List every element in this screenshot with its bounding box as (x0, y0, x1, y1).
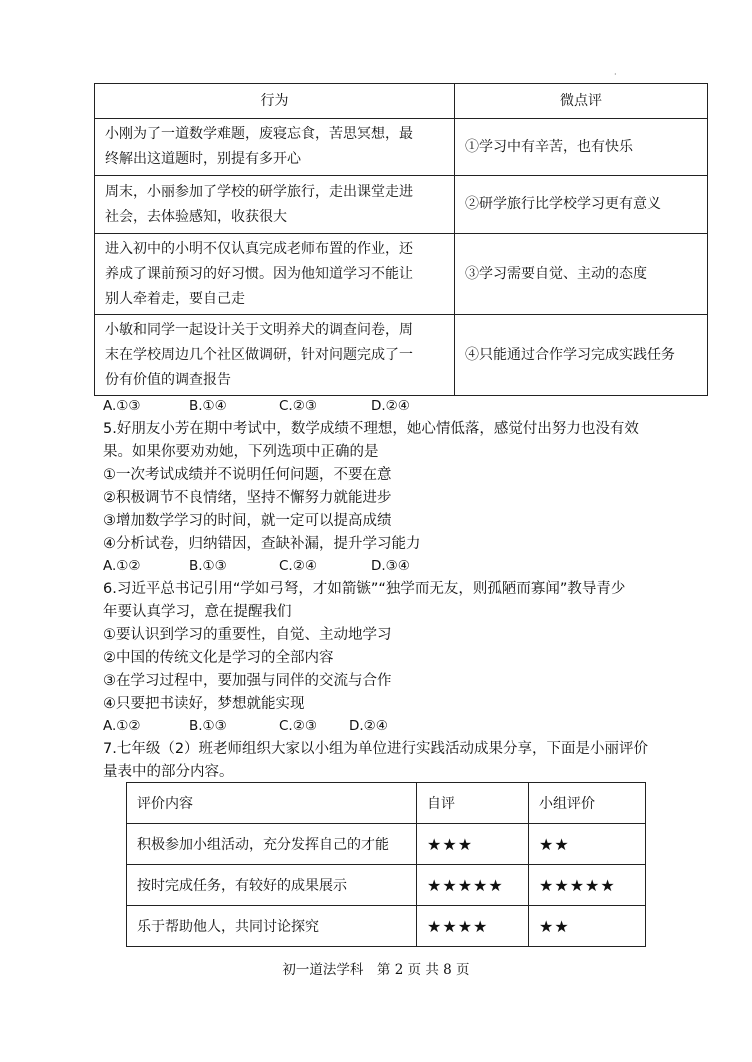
option-b: B.①③ (189, 558, 227, 574)
header-behavior: 行为 (95, 84, 455, 119)
comment-cell: ①学习中有辛苦，也有快乐 (455, 119, 708, 176)
header-group: 小组评价 (529, 783, 646, 824)
q5-stem-line-1: 5.好朋友小芳在期中考试中，数学成绩不理想，她心情低落，感觉付出努力也没有效 (103, 421, 639, 437)
q6-stem-line-1: 6.习近平总书记引用“学如弓弩，才如箭镞”“独学而无友，则孤陋而寡闻”教导青少 (103, 581, 626, 597)
table-row (95, 119, 708, 176)
comment-cell: ③学习需要自觉、主动的态度 (455, 234, 708, 315)
q6-item-2: ②中国的传统文化是学习的全部内容 (103, 650, 334, 666)
group-rating: ★★ (529, 824, 646, 865)
q6-options (103, 716, 388, 736)
q5-item-1: ①一次考试成绩并不说明任何问题，不要在意 (103, 467, 392, 483)
table-row (127, 824, 646, 865)
behavior-cell: 周末，小丽参加了学校的研学旅行，走出课堂走进 社会，去体验感知，收获很大 (95, 176, 455, 234)
option-c: C.②④ (279, 558, 317, 574)
option-c: C.②③ (279, 398, 317, 414)
option-a: A.①② (103, 718, 141, 734)
option-b: B.①④ (189, 398, 227, 414)
header-content: 评价内容 (127, 783, 417, 824)
criterion-cell: 按时完成任务，有较好的成果展示 (127, 865, 417, 906)
behavior-comment-table (94, 83, 708, 396)
q7-stem-line-1: 7.七年级（2）班老师组织大家以小组为单位进行实践活动成果分享，下面是小丽评价 (103, 741, 649, 757)
header-comment: 微点评 (455, 84, 708, 119)
behavior-cell: 小刚为了一道数学难题，废寝忘食，苦思冥想，最 终解出这道题时，别提有多开心 (95, 119, 455, 176)
option-c: C.②③ (279, 718, 317, 734)
table-header-row (95, 84, 708, 119)
q6-item-4: ④只要把书读好，梦想就能实现 (103, 696, 305, 712)
q5-item-3: ③增加数学学习的时间，就一定可以提高成绩 (103, 513, 392, 529)
self-rating: ★★★★★ (417, 865, 529, 906)
group-rating: ★★★★★ (529, 865, 646, 906)
option-d: D.②④ (349, 718, 388, 734)
behavior-cell: 小敏和同学一起设计关于文明养犬的调查问卷，周 末在学校周边几个社区做调研，针对问题完成了一 份有价值的调查报告 (95, 315, 455, 396)
q6-stem-line-2: 年要认真学习，意在提醒我们 (103, 604, 292, 620)
q5-stem-line-2: 果。如果你要劝劝她，下列选项中正确的是 (103, 444, 379, 460)
self-rating: ★★★★ (417, 906, 529, 947)
q5-item-4: ④分析试卷，归纳错因，查缺补漏，提升学习能力 (103, 536, 421, 552)
option-d: D.②④ (371, 398, 410, 414)
q6-item-1: ①要认识到学习的重要性，自觉、主动地学习 (103, 627, 392, 643)
table-row (95, 176, 708, 234)
table-row (95, 315, 708, 396)
group-rating: ★★ (529, 906, 646, 947)
table-row (127, 906, 646, 947)
criterion-cell: 积极参加小组活动，充分发挥自己的才能 (127, 824, 417, 865)
table-header-row (127, 783, 646, 824)
option-a: A.①③ (103, 398, 141, 414)
comment-cell: ②研学旅行比学校学习更有意义 (455, 176, 708, 234)
option-a: A.①② (103, 558, 141, 574)
self-rating: ★★★ (417, 824, 529, 865)
comment-cell: ④只能通过合作学习完成实践任务 (455, 315, 708, 396)
table-row (95, 234, 708, 315)
q6-item-3: ③在学习过程中，要加强与同伴的交流与合作 (103, 673, 392, 689)
option-d: D.③④ (371, 558, 410, 574)
q5-item-2: ②积极调节不良情绪，坚持不懈努力就能进步 (103, 490, 392, 506)
q5-options (103, 556, 410, 576)
corner-mark: · (614, 70, 617, 79)
behavior-cell: 进入初中的小明不仅认真完成老师布置的作业，还 养成了课前预习的好习惯。因为他知道学习不能让 别人牵着走，要自己走 (95, 234, 455, 315)
criterion-cell: 乐于帮助他人，共同讨论探究 (127, 906, 417, 947)
table-row (127, 865, 646, 906)
option-b: B.①③ (189, 718, 227, 734)
q7-stem-line-2: 量表中的部分内容。 (103, 764, 234, 780)
q4-options (103, 396, 410, 416)
header-self: 自评 (417, 783, 529, 824)
evaluation-table (126, 782, 646, 947)
page-footer: 初一道法学科 第 2 页 共 8 页 (282, 962, 470, 978)
